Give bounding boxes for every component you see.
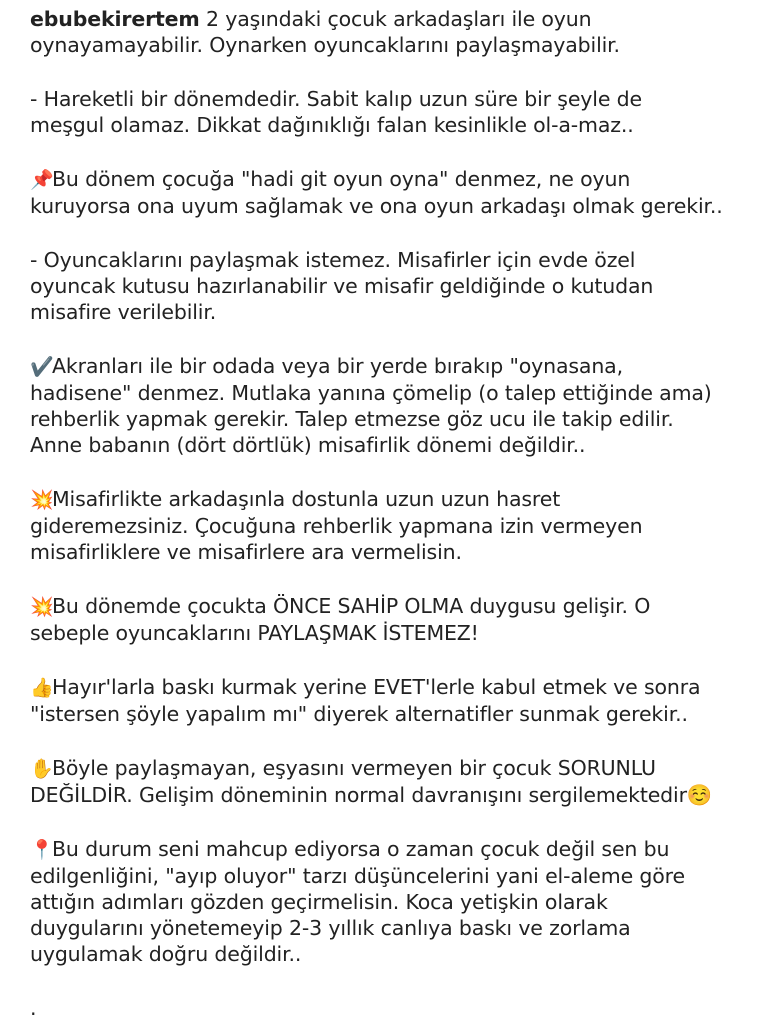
caption-paragraph-text: Bu dönem çocuğa "hadi git oyun oyna" denmez, ne oyun kuruyorsa ona uyum sağlamak ve ona oyun arkadaşı olmak gerekir.. xyxy=(30,167,723,218)
post-caption xyxy=(30,6,750,1021)
caption-paragraph-text: Misafirlikte arkadaşınla dostunla uzun uzun hasret gideremezsiniz. Çocuğuna rehberlik yapmana izin vermeyen misafirliklere ve misafirlere ara vermelisin. xyxy=(30,487,643,564)
pushpin-icon: 📌 xyxy=(30,169,54,191)
raised-hand-icon: ✋ xyxy=(30,758,54,780)
caption-trailing-dot: . xyxy=(30,996,37,1020)
username-link[interactable]: ebubekirertem xyxy=(30,7,200,31)
caption-paragraph-text: Bu dönemde çocukta ÖNCE SAHİP OLMA duygusu gelişir. O sebeple oyuncaklarını PAYLAŞMAK İSTEMEZ! xyxy=(30,594,651,645)
round-pushpin-icon: 📍 xyxy=(30,839,54,861)
caption-paragraph xyxy=(30,836,750,967)
caption-paragraph-text: Hayır'larla baskı kurmak yerine EVET'lerle kabul etmek ve sonra "istersen şöyle yapalım mı" diyerek alternatifler sunmak gerekir.. xyxy=(30,675,701,726)
caption-paragraph-text: Akranları ile bir odada veya bir yerde bırakıp "oynasana, hadisene" denmez. Mutlaka yanına çömelip (o talep ettiğinde ama) rehberlik yapmak gerekir. Talep etmezse göz ucu ile takip edilir. Anne babanın (dört dörtlük) misafirlik dönemi değildir.. xyxy=(30,354,712,457)
caption-intro xyxy=(30,6,750,58)
caption-paragraph xyxy=(30,166,750,219)
caption-paragraph xyxy=(30,593,750,646)
caption-paragraph-text: - Hareketli bir dönemdedir. Sabit kalıp uzun süre bir şeyle de meşgul olamaz. Dikkat dağınıklığı falan kesinlikle ol-a-maz.. xyxy=(30,87,642,137)
thumbs-up-icon: 👍 xyxy=(30,677,54,699)
checkmark-icon: ✔️ xyxy=(30,356,54,378)
caption-paragraph-text: Böyle paylaşmayan, eşyasını vermeyen bir çocuk SORUNLU DEĞİLDİR. Gelişim döneminin normal davranışını sergilemektedir☺️ xyxy=(30,756,713,807)
caption-paragraph xyxy=(30,247,750,325)
caption-paragraph-text: - Oyuncaklarını paylaşmak istemez. Misafirler için evde özel oyuncak kutusu hazırlanabilir ve misafir geldiğinde o kutudan misafire verilebilir. xyxy=(30,248,654,324)
collision-icon: 💥 xyxy=(30,489,54,511)
caption-paragraph xyxy=(30,674,750,727)
caption-paragraph xyxy=(30,755,750,808)
caption-intro-text: 2 yaşındaki çocuk arkadaşları ile oyun oynayamayabilir. Oynarken oyuncaklarını paylaşmayabilir. xyxy=(30,7,620,57)
collision-icon: 💥 xyxy=(30,596,54,618)
caption-paragraph xyxy=(30,353,750,458)
caption-paragraph xyxy=(30,86,750,138)
caption-paragraph xyxy=(30,486,750,565)
caption-paragraph-text: Bu durum seni mahcup ediyorsa o zaman çocuk değil sen bu edilgenliğini, "ayıp oluyor" tarzı düşüncelerini yani el-aleme göre attığın adımları gözden geçirmelisin. Koca yetişkin olarak duygularını yönetemeyip 2-3 yıllık canlıya baskı ve zorlama uygulamak doğru değildir.. xyxy=(30,837,685,966)
